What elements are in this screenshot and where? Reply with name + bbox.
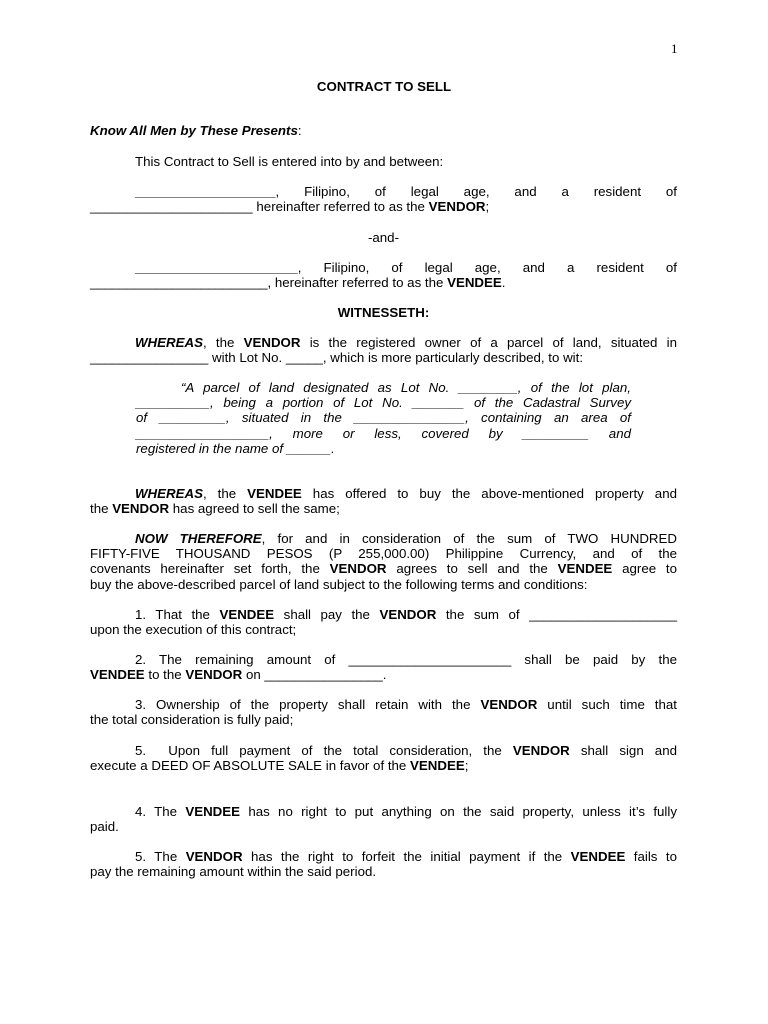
entered-clause: This Contract to Sell is entered into by and between: [135, 154, 444, 169]
intro-heading: Know All Men by These Presents [90, 123, 298, 138]
property-description: “A parcel of land designated as Lot No. ________, of the lot plan, __________, being a portion of Lot No. _______ of the Cadastral Survey of _________, situated in the _______________, containing an area of __________________, more or less, covered by _________ and registered in the name of ______. [136, 380, 631, 456]
term-item-1: 1. That the VENDEE shall pay the VENDOR the sum of ____________________ upon the execution of this contract; [90, 607, 677, 638]
term-item-4: 5. Upon full payment of the total consideration, the VENDOR shall sign and execute a DEED OF ABSOLUTE SALE in favor of the VENDEE; [90, 743, 677, 774]
whereas-clause-1: WHEREAS, the VENDOR is the registered owner of a parcel of land, situated in ________________ with Lot No. _____, which is more particularly described, to wit: [90, 335, 677, 366]
term-item-5: 4. The VENDEE has no right to put anything on the said property, unless it’s fully paid. [90, 804, 677, 835]
term-item-6: 5. The VENDOR has the right to forfeit the initial payment if the VENDEE fails to pay the remaining amount within the said period. [90, 849, 677, 880]
intro-line [90, 123, 677, 138]
term-item-3: 3. Ownership of the property shall retain with the VENDOR until such time that the total consideration is fully paid; [90, 697, 677, 728]
witnesseth-heading: WITNESSETH: [337, 305, 430, 320]
and-separator: -and- [367, 230, 400, 245]
vendor-residence-blank: ______________________ [90, 199, 253, 215]
vendee-label: VENDEE [447, 275, 502, 291]
vendor-name-blank: ___________________ [135, 184, 276, 199]
vendee-residence-blank: ________________________ [90, 275, 268, 291]
whereas-clause-2: WHEREAS, the VENDEE has offered to buy the above-mentioned property and the VENDOR has agreed to sell the same; [90, 486, 677, 517]
vendor-party-clause: ___________________, Filipino, of legal age, and a resident of ______________________ hereinafter referred to as the VENDOR; [90, 184, 677, 215]
document-title: CONTRACT TO SELL [316, 79, 452, 94]
term-item-2: 2. The remaining amount of ______________________ shall be paid by the VENDEE to the VENDOR on ________________. [90, 652, 677, 683]
intro-colon: : [297, 123, 302, 138]
now-therefore-clause: NOW THEREFORE, for and in consideration of the sum of TWO HUNDRED FIFTY-FIVE THOUSAND PESOS (P 255,000.00) Philippine Currency, and of the covenants hereinafter set forth, the VENDOR agrees to sell and the VENDEE agree to buy the above-described parcel of land subject to the following terms and conditions: [90, 531, 677, 592]
vendee-name-blank: ______________________ [135, 260, 298, 275]
vendee-party-clause: ______________________, Filipino, of legal age, and a resident of ________________________, hereinafter referred to as the VENDEE. [90, 260, 677, 291]
vendor-label: VENDOR [428, 199, 486, 215]
page-number: 1 [671, 41, 678, 56]
